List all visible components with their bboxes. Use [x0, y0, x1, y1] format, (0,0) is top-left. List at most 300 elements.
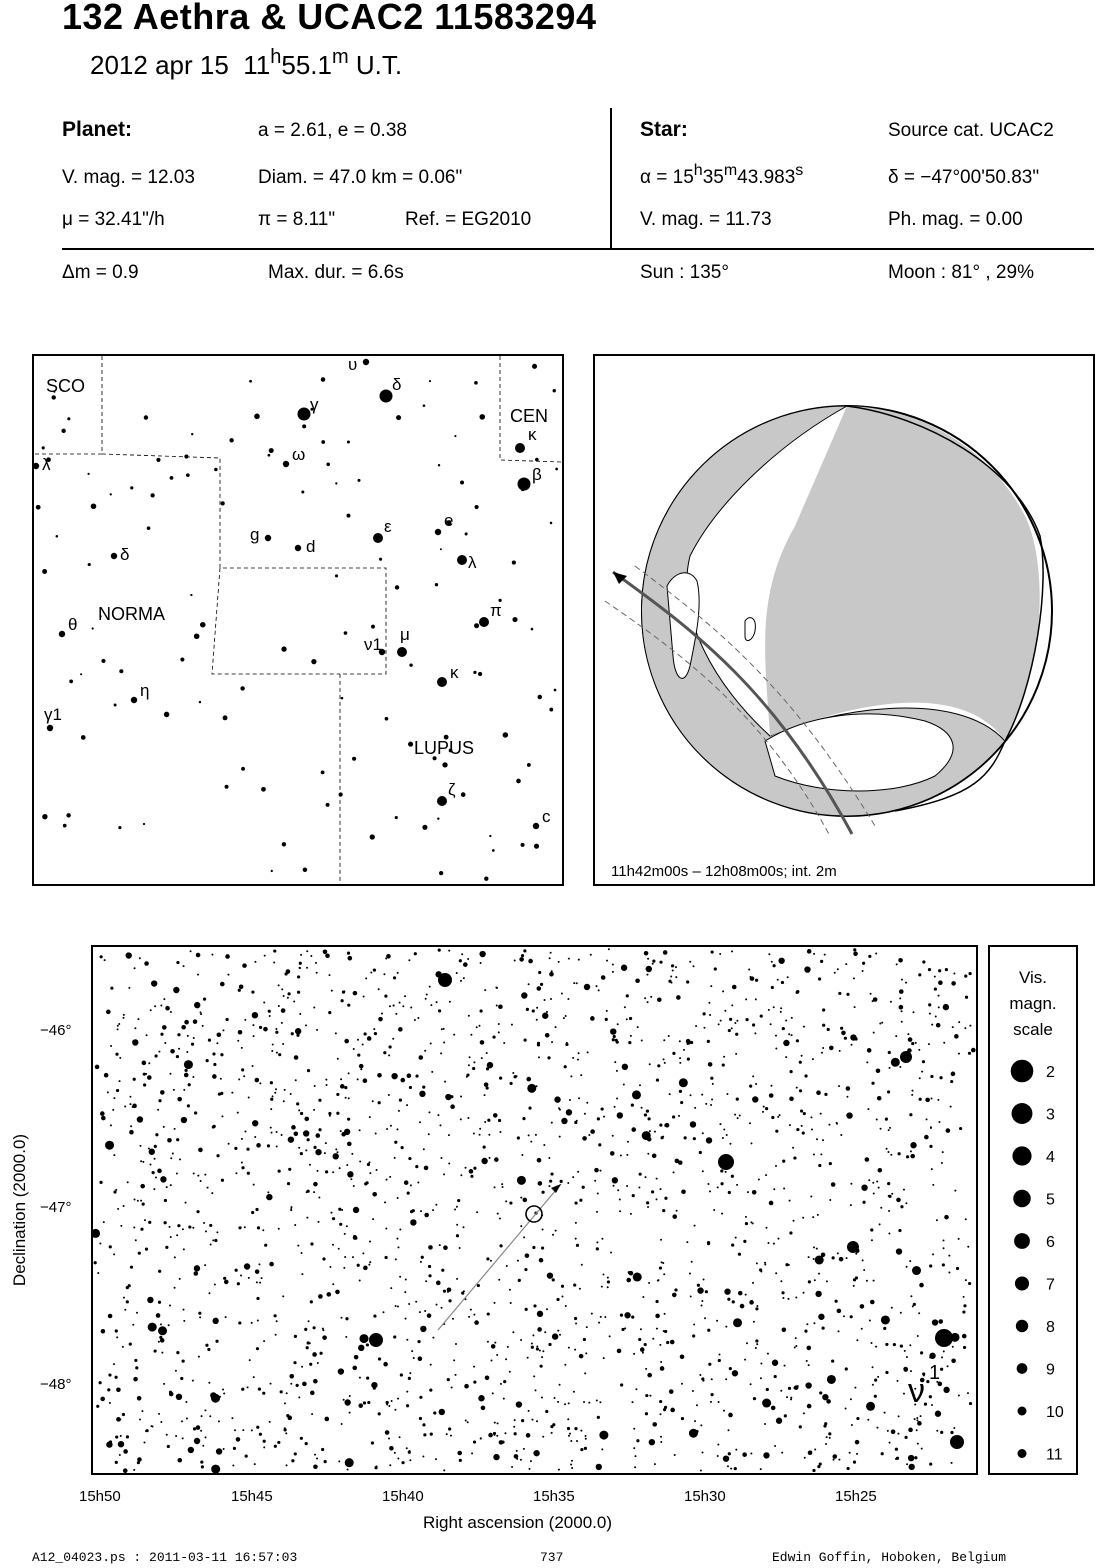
field-star — [143, 1441, 145, 1443]
field-star — [747, 1191, 749, 1193]
field-star — [175, 1370, 177, 1372]
field-star — [820, 1113, 822, 1115]
field-star — [275, 1088, 277, 1090]
label-lupus: LUPUS — [414, 738, 475, 758]
field-star — [925, 1098, 930, 1103]
named-star — [380, 390, 393, 403]
magnitude-legend — [988, 945, 1078, 1475]
field-star — [661, 1261, 663, 1263]
field-star — [318, 1099, 321, 1102]
field-star — [707, 1040, 710, 1043]
field-star — [443, 1469, 445, 1471]
field-star — [467, 958, 469, 960]
field-star — [207, 1187, 209, 1189]
field-star — [475, 505, 479, 509]
field-star — [521, 992, 527, 998]
field-star — [701, 1304, 703, 1306]
field-star — [213, 1063, 216, 1066]
field-star — [461, 792, 466, 797]
named-star — [479, 617, 489, 627]
field-star — [278, 1005, 280, 1007]
field-star — [718, 1353, 720, 1355]
field-star — [502, 1186, 504, 1188]
field-star — [147, 1075, 152, 1080]
field-star — [104, 959, 106, 961]
field-star — [815, 1291, 821, 1297]
field-star — [875, 953, 877, 955]
field-star — [745, 1018, 748, 1021]
field-star — [335, 574, 338, 577]
field-star — [430, 1042, 432, 1044]
field-star — [400, 1373, 403, 1376]
field-star — [453, 1034, 455, 1036]
field-star — [796, 1128, 799, 1131]
field-star — [367, 1401, 370, 1404]
field-star — [360, 1334, 369, 1343]
field-star — [731, 1027, 733, 1029]
field-star — [669, 1389, 674, 1394]
field-star — [313, 1109, 315, 1111]
field-star — [437, 1114, 439, 1116]
field-star — [929, 1462, 932, 1465]
field-star — [209, 1415, 211, 1417]
field-star — [107, 1091, 109, 1093]
field-star — [417, 1340, 420, 1343]
field-star — [789, 1231, 792, 1234]
field-star — [929, 1013, 931, 1015]
field-star — [338, 1208, 341, 1211]
field-star — [163, 1126, 165, 1128]
field-star — [235, 1269, 238, 1272]
field-star — [720, 1020, 722, 1022]
field-star — [162, 1025, 167, 1030]
field-star — [868, 1179, 870, 1181]
field-star — [422, 825, 427, 830]
field-star — [697, 1284, 700, 1287]
y-tick-label: −47° — [40, 1199, 72, 1216]
field-star — [590, 954, 592, 956]
field-star — [494, 1302, 496, 1304]
field-star — [754, 1032, 756, 1034]
field-star — [222, 1389, 224, 1391]
field-star — [808, 1280, 811, 1283]
field-star — [443, 1245, 448, 1250]
field-star — [693, 1137, 696, 1140]
field-star — [451, 1386, 453, 1388]
field-star — [190, 950, 192, 952]
field-star — [901, 1021, 903, 1023]
named-star — [533, 823, 539, 829]
field-star — [660, 1441, 662, 1443]
field-star — [245, 1130, 247, 1132]
field-star — [965, 1279, 967, 1281]
field-star — [115, 1053, 118, 1056]
field-star — [910, 1150, 912, 1152]
field-star — [396, 1238, 398, 1240]
field-star — [574, 1201, 577, 1204]
detail-field-stars — [93, 948, 976, 1473]
field-star — [352, 1366, 357, 1371]
field-star — [516, 1401, 522, 1407]
field-star — [408, 1303, 410, 1305]
field-star — [781, 1452, 783, 1454]
field-star — [93, 1229, 100, 1238]
field-star — [561, 992, 563, 994]
field-star — [302, 424, 306, 428]
field-star — [528, 1410, 530, 1412]
field-star — [917, 1443, 919, 1445]
field-star — [820, 1153, 822, 1155]
field-star — [460, 1118, 462, 1120]
field-star — [92, 627, 94, 629]
field-star — [807, 949, 812, 954]
field-star — [601, 1107, 604, 1110]
field-star — [656, 1198, 658, 1200]
field-star — [339, 1223, 342, 1226]
field-star — [771, 961, 773, 963]
field-star — [621, 965, 627, 971]
field-star — [473, 1366, 475, 1368]
field-star — [732, 1370, 738, 1376]
field-star — [671, 964, 674, 967]
field-star — [971, 1048, 976, 1053]
named-star — [457, 555, 467, 565]
field-star — [487, 1312, 490, 1315]
field-star — [904, 1436, 907, 1439]
field-star — [550, 522, 553, 525]
field-star — [191, 1043, 194, 1046]
field-star — [641, 1040, 643, 1042]
field-star — [146, 1034, 148, 1036]
field-star — [598, 1143, 601, 1146]
field-star — [256, 1143, 261, 1148]
field-star — [238, 1226, 241, 1229]
field-star — [386, 1128, 388, 1130]
field-star — [918, 973, 921, 976]
field-star — [829, 1162, 832, 1165]
field-star — [706, 1137, 712, 1143]
field-star — [382, 1311, 384, 1313]
field-star — [170, 1011, 172, 1013]
field-star — [394, 1157, 396, 1159]
target-star-sup: 1 — [929, 1362, 941, 1384]
field-star — [570, 1075, 572, 1077]
field-star — [157, 1109, 159, 1111]
field-star — [805, 1382, 811, 1388]
field-star — [218, 1420, 220, 1422]
field-star — [575, 1322, 577, 1324]
field-star — [752, 1282, 754, 1284]
field-star — [237, 1282, 240, 1285]
field-star — [571, 1467, 573, 1469]
field-star — [242, 963, 247, 968]
named-star-label: θ — [68, 615, 78, 634]
field-star — [664, 1197, 667, 1200]
field-star — [344, 1233, 346, 1235]
field-star — [539, 1258, 544, 1263]
field-star — [391, 1400, 393, 1402]
field-star — [679, 1057, 681, 1059]
field-star — [347, 441, 350, 444]
field-star — [467, 1117, 469, 1119]
field-star — [621, 1328, 624, 1331]
field-star — [498, 1004, 503, 1009]
named-star — [397, 647, 407, 657]
field-star — [932, 1184, 934, 1186]
field-star — [775, 1035, 777, 1037]
field-star — [533, 1375, 535, 1377]
field-star — [662, 1209, 665, 1212]
field-star — [899, 1005, 904, 1010]
named-star-label: ζ — [448, 780, 456, 799]
field-star — [668, 1035, 670, 1037]
field-star — [211, 1394, 220, 1403]
field-star — [565, 1015, 567, 1017]
field-star — [537, 1327, 542, 1332]
field-star — [887, 1090, 890, 1093]
field-star — [307, 1138, 310, 1141]
field-star — [411, 1350, 413, 1352]
field-star — [557, 1330, 559, 1332]
field-star — [803, 1412, 805, 1414]
field-star — [116, 1089, 119, 1092]
field-star — [664, 1313, 666, 1315]
field-star — [764, 1264, 766, 1266]
field-star — [780, 1011, 782, 1013]
field-star — [148, 1323, 157, 1332]
field-star — [538, 971, 541, 974]
field-star — [390, 1287, 392, 1289]
field-star — [227, 974, 229, 976]
field-star — [296, 1102, 299, 1105]
field-star — [293, 1000, 295, 1002]
field-star — [443, 1173, 445, 1175]
field-star — [829, 1199, 831, 1201]
field-star — [332, 1244, 334, 1246]
field-star — [527, 1084, 536, 1093]
field-star — [208, 1292, 210, 1294]
field-star — [539, 1349, 541, 1351]
field-star — [235, 1172, 237, 1174]
field-star — [534, 844, 539, 849]
star-dec: δ = −47°00'50.83" — [888, 167, 1040, 188]
field-star — [533, 1450, 539, 1456]
field-star — [234, 1429, 236, 1431]
named-star-label: π — [490, 601, 502, 620]
field-star — [745, 1294, 747, 1296]
field-star — [878, 1187, 880, 1189]
field-star — [216, 1231, 218, 1233]
field-star — [158, 1413, 160, 1415]
field-star — [893, 1343, 896, 1346]
footer-page: 737 — [540, 1550, 564, 1565]
field-star — [794, 1386, 797, 1389]
legend-mag-label: 10 — [1046, 1404, 1064, 1421]
field-star — [583, 1401, 585, 1403]
field-star — [225, 1316, 227, 1318]
field-star — [264, 1244, 267, 1247]
field-star — [281, 1134, 283, 1136]
field-star — [381, 1012, 383, 1014]
field-star — [67, 417, 70, 420]
field-star — [439, 1124, 441, 1126]
field-star — [432, 1209, 434, 1211]
field-star — [681, 1190, 686, 1195]
field-star — [259, 1282, 261, 1284]
field-star — [773, 1006, 775, 1008]
field-star — [828, 1432, 831, 1435]
field-star — [522, 1117, 525, 1120]
field-star — [208, 1038, 211, 1041]
field-star — [969, 972, 972, 975]
field-star — [496, 1354, 498, 1356]
star-phmag: Ph. mag. = 0.00 — [888, 209, 1023, 230]
field-star — [610, 1151, 615, 1156]
field-star — [509, 1082, 512, 1085]
field-star — [207, 1348, 210, 1351]
field-star — [290, 1206, 292, 1208]
field-star — [122, 1346, 124, 1348]
field-star — [681, 1383, 683, 1385]
field-star — [516, 779, 521, 784]
field-star — [383, 973, 385, 975]
field-star — [699, 1374, 701, 1376]
field-star — [263, 1027, 268, 1032]
field-star — [342, 990, 345, 993]
field-star — [512, 617, 517, 622]
field-star — [908, 1455, 914, 1461]
field-star — [768, 953, 770, 955]
field-star — [838, 992, 841, 995]
field-star — [272, 1044, 274, 1046]
x-tick-label: 15h40 — [382, 1488, 424, 1505]
field-star — [417, 1181, 419, 1183]
field-star — [632, 1194, 635, 1197]
field-star — [137, 1116, 143, 1122]
field-star — [184, 454, 188, 458]
field-star — [574, 1427, 577, 1430]
field-star — [181, 1025, 186, 1030]
field-star — [807, 1404, 812, 1409]
field-star — [548, 1185, 550, 1187]
field-star — [647, 1153, 649, 1155]
field-star — [637, 1026, 639, 1028]
field-star — [518, 1279, 521, 1282]
field-star — [675, 966, 677, 968]
field-star — [578, 1052, 580, 1054]
field-star — [300, 1112, 303, 1115]
field-star — [940, 1431, 943, 1434]
field-star — [899, 997, 901, 999]
field-star — [283, 995, 285, 997]
field-star — [406, 1391, 408, 1393]
field-star — [353, 1235, 356, 1238]
field-star — [270, 1098, 273, 1101]
field-star — [617, 1023, 619, 1025]
field-star — [251, 990, 254, 993]
field-star — [821, 1326, 824, 1329]
field-star — [268, 1010, 271, 1013]
field-star — [401, 1461, 404, 1464]
field-star — [541, 1397, 543, 1399]
field-star — [929, 1145, 932, 1148]
field-star — [214, 1239, 217, 1242]
field-star — [174, 1128, 176, 1130]
field-star — [450, 1104, 455, 1109]
field-star — [928, 968, 931, 971]
field-star — [735, 1053, 737, 1055]
field-star — [349, 1412, 351, 1414]
field-star — [806, 1323, 808, 1325]
field-star — [541, 1356, 543, 1358]
field-star — [124, 1106, 126, 1108]
field-star — [644, 1113, 647, 1116]
field-star — [597, 1193, 599, 1195]
field-star — [440, 548, 442, 550]
field-star — [780, 1007, 782, 1009]
field-star — [872, 1000, 874, 1002]
field-star — [536, 1420, 538, 1422]
legend-mag-label: 7 — [1046, 1276, 1055, 1294]
field-star — [810, 1116, 812, 1118]
field-star — [532, 1246, 535, 1249]
field-star — [449, 1001, 451, 1003]
field-star — [780, 1280, 782, 1282]
header-divider — [610, 108, 612, 248]
field-star — [316, 1170, 318, 1172]
field-star — [895, 1458, 897, 1460]
field-star — [288, 1136, 294, 1142]
field-star — [479, 1134, 481, 1136]
field-star — [664, 1062, 666, 1064]
field-star — [663, 950, 668, 955]
field-star — [428, 1111, 430, 1113]
field-star — [347, 1004, 350, 1007]
field-star — [384, 1256, 387, 1259]
field-star — [498, 1119, 501, 1122]
field-star — [813, 953, 815, 955]
field-star — [240, 1275, 242, 1277]
named-star-label: β — [532, 465, 542, 484]
field-star — [734, 1467, 737, 1470]
field-star — [256, 1281, 258, 1283]
field-star — [257, 1319, 259, 1321]
field-star — [420, 1210, 422, 1212]
field-star — [610, 1252, 612, 1254]
field-star — [872, 1384, 874, 1386]
x-axis-label: Right ascension (2000.0) — [423, 1513, 613, 1532]
field-star — [583, 1338, 586, 1341]
x-tick-label: 15h30 — [684, 1488, 726, 1505]
field-star — [928, 1003, 931, 1006]
field-star — [686, 1040, 691, 1045]
field-star — [359, 1280, 361, 1282]
field-star — [607, 1286, 609, 1288]
field-star — [853, 1285, 855, 1287]
field-star — [558, 961, 560, 963]
field-star — [357, 1039, 359, 1041]
field-star — [918, 1312, 920, 1314]
field-star — [313, 1326, 316, 1329]
field-star — [406, 1104, 408, 1106]
field-star — [385, 717, 389, 721]
field-star — [223, 1277, 226, 1280]
field-star — [480, 1040, 485, 1045]
field-star — [947, 1006, 949, 1008]
field-star — [675, 1159, 680, 1164]
field-star — [465, 1167, 467, 1169]
field-star — [942, 1263, 945, 1266]
